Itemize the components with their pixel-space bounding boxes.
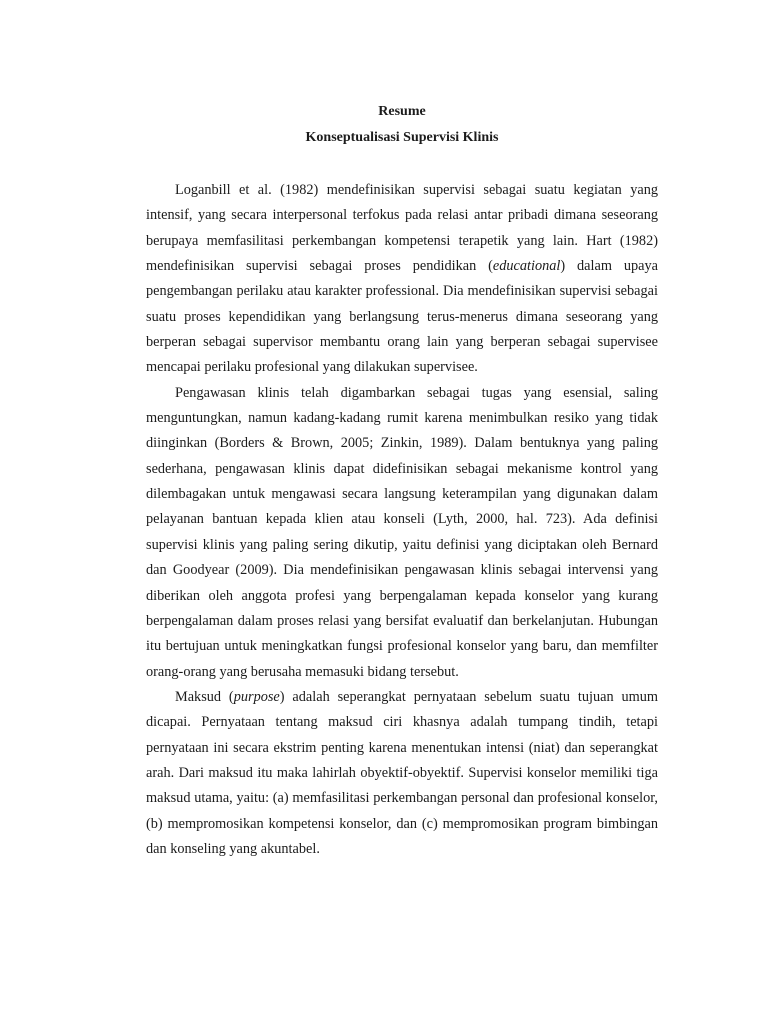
paragraph-3-text-2: ) adalah seperangkat pernyataan sebelum suatu tujuan umum dicapai. Pernyataan tentang maksud ciri khasnya adalah tumpang tindih, tetapi pernyataan ini secara ekstrim penting karena menentukan intensi (niat) dan seperangkat arah. Dari maksud itu maka lahirlah obyektif-obyektif. Supervisi konselor memiliki tiga maksud utama, yaitu: (a) memfasilitasi perkembangan personal dan profesional konselor, (b) mempromosikan kompetensi konselor, dan (c) mempromosikan program bimbingan dan konseling yang akuntabel. [146, 688, 658, 857]
paragraph-3-italic-term: purpose [233, 688, 280, 705]
paragraph-2-text-1: Pengawasan klinis telah digambarkan sebagai tugas yang esensial, saling menguntungkan, namun kadang-kadang rumit karena menimbulkan resiko yang tidak diinginkan (Borders & Brown, 2005; Zinkin, 1989). Dalam bentuknya yang paling sederhana, pengawasan klinis dapat didefinisikan sebagai mekanisme kontrol yang dilembagakan untuk mengawasi secara langsung keterampilan yang digunakan dalam pelayanan bantuan kepada klien atau konseli (Lyth, 2000, hal. 723). Ada definisi supervisi klinis yang paling sering dikutip, yaitu definisi yang diciptakan oleh Bernard dan Goodyear (2009). Dia mendefinisikan pengawasan klinis sebagai intervensi yang diberikan oleh anggota profesi yang berpengalaman kepada konselor yang kurang berpengalaman dalam proses relasi yang bersifat evaluatif dan berkelanjutan. Hubungan itu bertujuan untuk meningkatkan fungsi profesional konselor yang baru, dan memfilter orang-orang yang berusaha memasuki bidang tersebut. [146, 384, 658, 680]
document-body [146, 178, 658, 862]
document-title: Resume [378, 104, 426, 119]
document-subtitle: Konseptualisasi Supervisi Klinis [305, 130, 499, 145]
paragraph-3-text-1: Maksud ( [175, 688, 234, 705]
paragraph-3 [146, 685, 658, 862]
paragraph-2 [146, 381, 658, 685]
paragraph-1 [146, 178, 658, 381]
paragraph-1-text-2: ) dalam upaya pengembangan perilaku atau karakter professional. Dia mendefinisikan supervisi sebagai suatu proses kependidikan yang berlangsung terus-menerus dimana seseorang yang berperan sebagai supervisor membantu orang lain yang berperan sebagai supervisee mencapai perilaku profesional yang dilakukan supervisee. [146, 258, 658, 376]
paragraph-1-italic-term: educational [492, 258, 561, 275]
paragraph-1-text-1: Loganbill et al. (1982) mendefinisikan supervisi sebagai suatu kegiatan yang intensif, yang secara interpersonal terfokus pada relasi antar pribadi dimana seseorang berupaya memfasilitasi perkembangan kompetensi terapetik yang lain. Hart (1982) mendefinisikan supervisi sebagai proses pendidikan ( [146, 182, 658, 275]
